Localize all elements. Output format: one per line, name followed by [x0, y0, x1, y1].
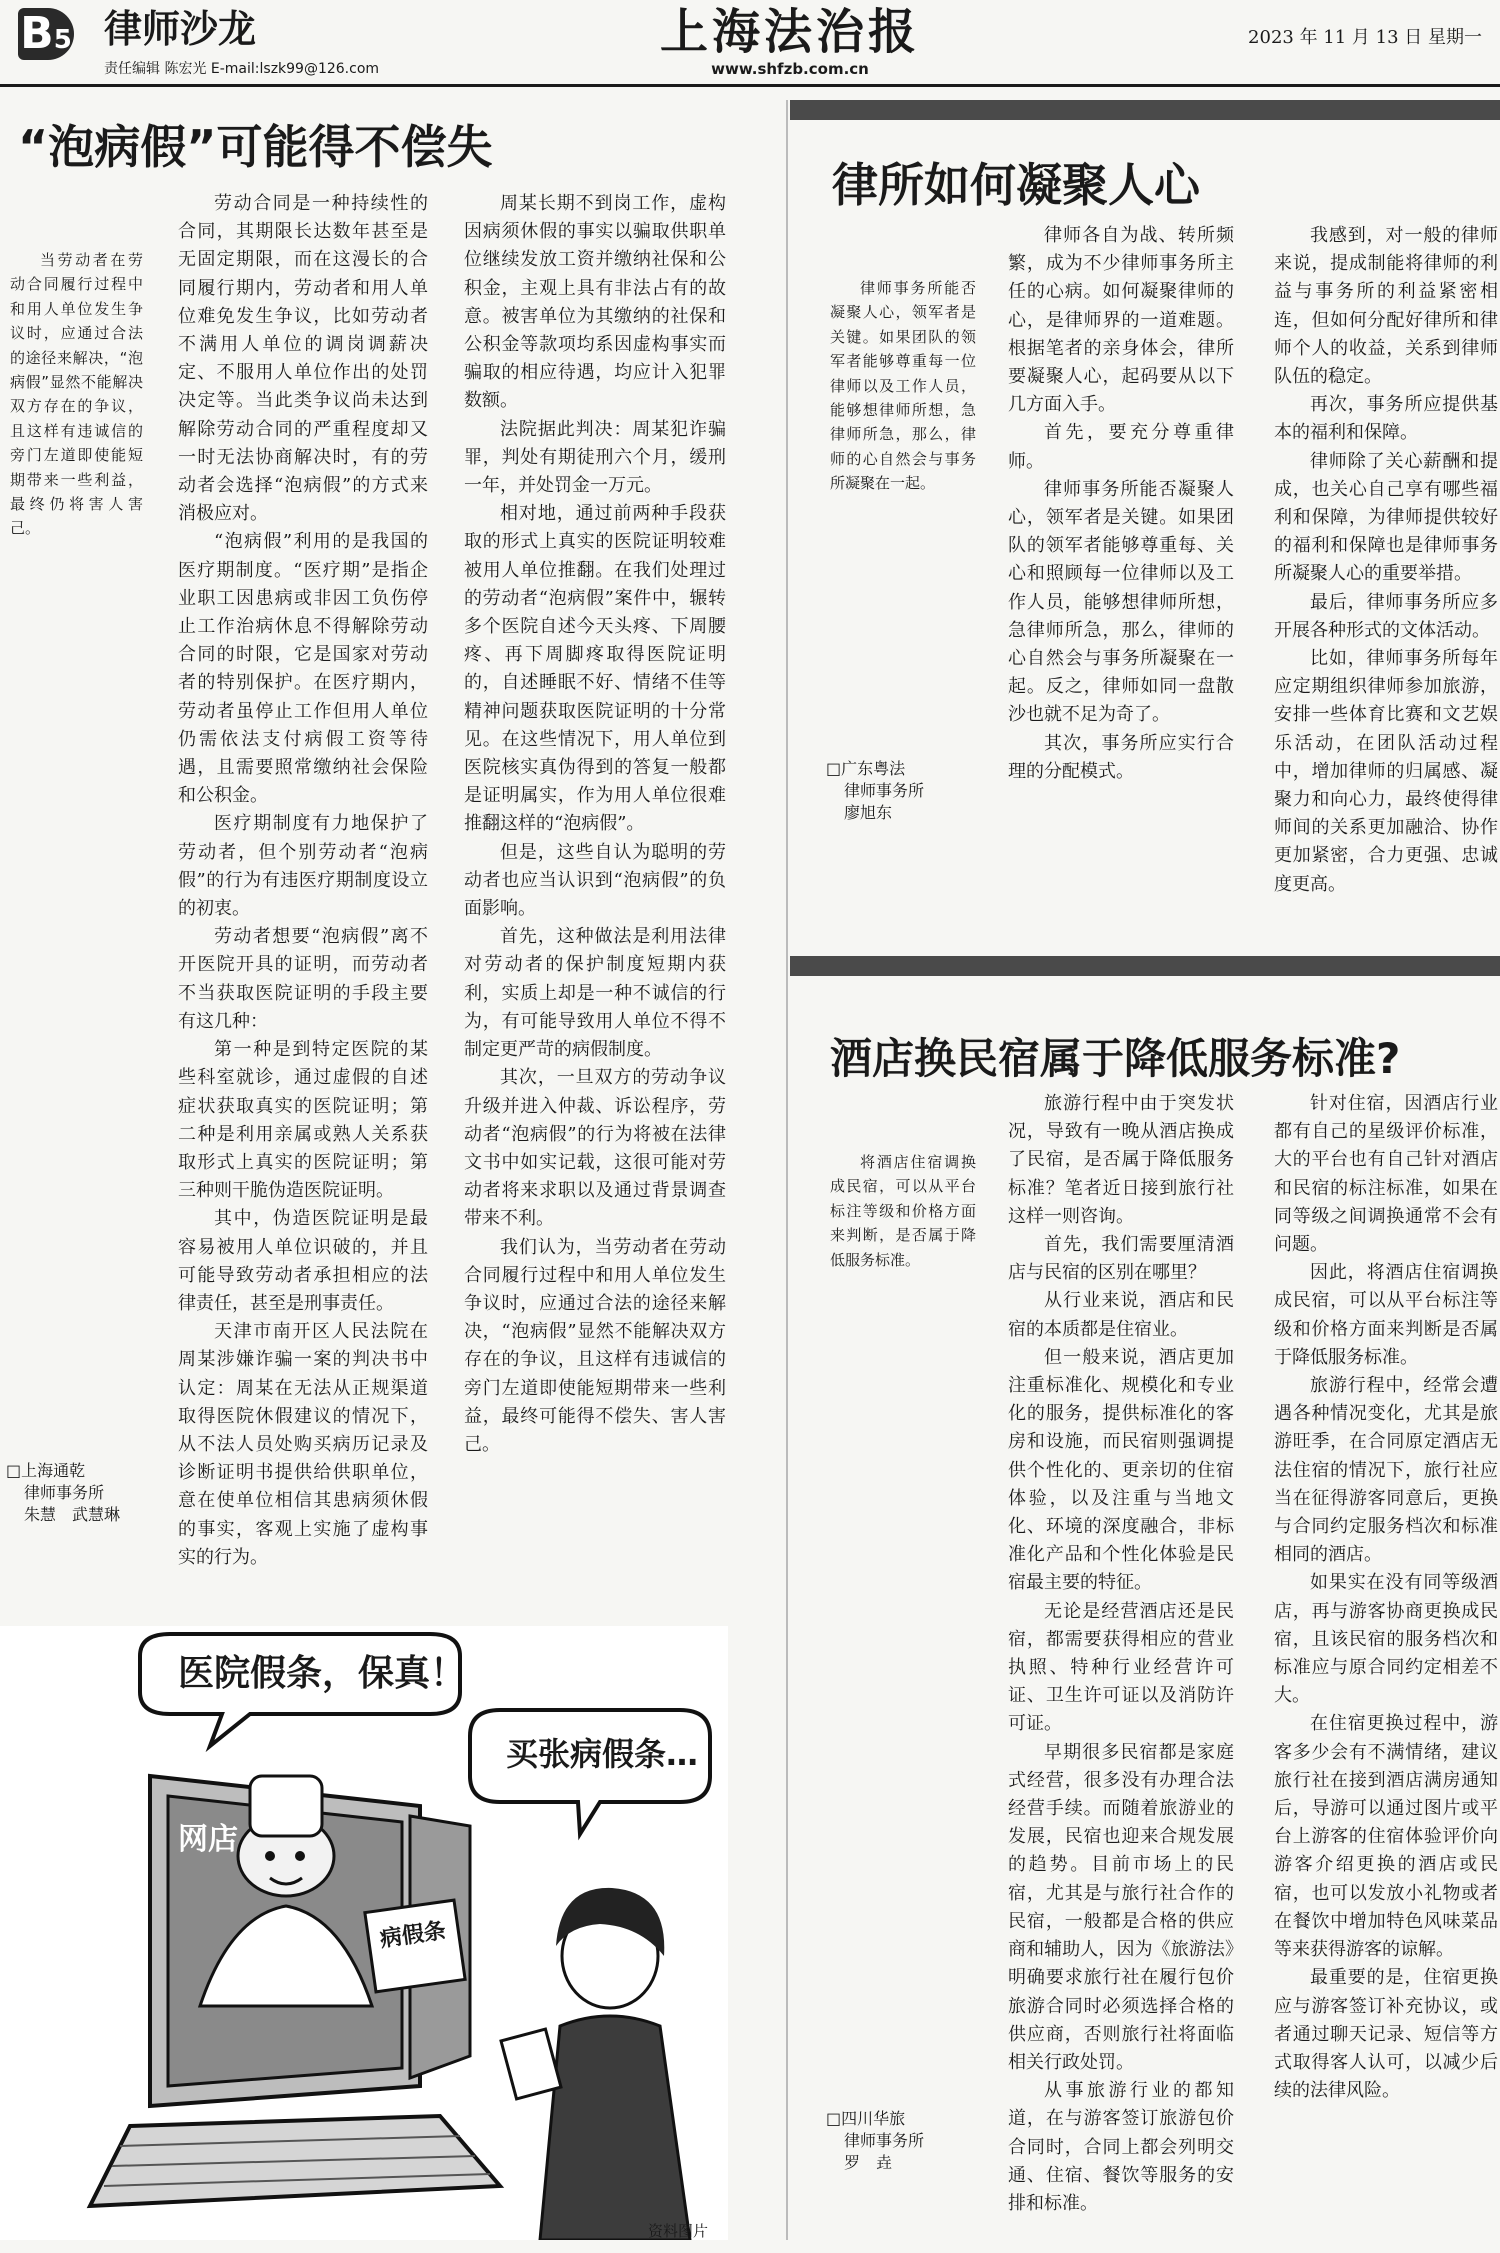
header-rule: [0, 84, 1500, 87]
page-header: [0, 0, 1500, 82]
article2-top-band: [790, 100, 1500, 120]
cartoon-caption: 资料图片: [648, 2222, 709, 2240]
article1-lead: 当劳动者在劳动合同履行过程中和用人单位发生争议时，应通过合法的途径来解决，“泡病假”显然不能解决双方存在的争议，且这样有违诚信的旁门左道即使能短期带来一些利益，最终仍将害人害己。: [10, 251, 143, 538]
cartoon-note-label: 病假条: [378, 1918, 448, 1953]
article2-column-2: 我感到，对一般的律师来说，提成制能将律师的利益与事务所的利益紧密相连，但如何分配好律所和律师个人的收益，关系到律师队伍的稳定。 再次，事务所应提供基本的福利和保障。 律师除了关心薪酬和提成，也关心自己享有哪些福利和保障，为律师提供较好的福利和保障也是律师事务所凝聚人心的重要举措。 最后，律师事务所应多开展各种形式的文体活动。 比如，律师事务所每年应定期组织律师参加旅游，安排一些体育比赛和文艺娱乐活动，在团队活动过程中，增加律师的归属感、凝聚力和向心力，最终使得律师间的关系更加融洽、协作更加紧密，合力更强、忠诚度更高。: [1274, 225, 1498, 895]
computer-doctor-cartoon-icon: [0, 1626, 728, 2240]
cartoon-illustration: [0, 1626, 728, 2240]
article3-top-band: [790, 956, 1500, 976]
article1-title: “泡病假”可能得不偿失: [18, 120, 493, 174]
issue-date: 2023 年 11 月 13 日 星期一: [1248, 27, 1482, 48]
website-url[interactable]: www.shfzb.com.cn: [711, 60, 869, 78]
section-title: 律师沙龙: [104, 7, 257, 51]
article1-column-2: 周某长期不到岗工作，虚构因病须休假的事实以骗取供职单位继续发放工资并缴纳社保和公积金，主观上具有非法占有的故意。被害单位为其缴纳的社保和公积金等款项均系因虚构事实而骗取的相应待遇，均应计入犯罪数额。 法院据此判决：周某犯诈骗罪，判处有期徒刑六个月，缓刑一年，并处罚金一万元。 相对地，通过前两种手段获取的形式上真实的医院证明较难被用人单位推翻。在我们处理过的劳动者“泡病假”案件中，辗转多个医院自述今天头疼、下周腰疼、再下周脚疼取得医院证明的，自述睡眠不好、情绪不佳等精神问题获取医院证明的十分常见。在这些情况下，用人单位到医院核实真伪得到的答复一般都是证明属实，作为用人单位很难推翻这样的“泡病假”。 但是，这些自认为聪明的劳动者也应当认识到“泡病假”的负面影响。 首先，这种做法是利用法律对劳动者的保护制度短期内获利，实质上却是一种不诚信的行为，有可能导致用人单位不得不制定更严苛的病假制度。 其次，一旦双方的劳动争议升级并进入仲裁、诉讼程序，劳动者“泡病假”的行为将被在法律文书中如实记载，这很可能对劳动者将来求职以及通过背景调查带来不利。 我们认为，当劳动者在劳动合同履行过程中和用人单位发生争议时，应通过合法的途径来解决，“泡病假”显然不能解决双方存在的争议，且这样有违诚信的旁门左道即使能短期带来一些利益，最终可能得不偿失、害人害己。: [464, 193, 726, 1455]
editor-line: 责任编辑 陈宏光 E-mail:lszk99@126.com: [104, 61, 380, 77]
article2-title: 律所如何凝聚人心: [832, 158, 1200, 212]
article3-lead: 将酒店住宿调换成民宿，可以从平台标注等级和价格方面来判断，是否属于降低服务标准。: [830, 1153, 976, 1269]
cartoon-bubble-1: 医院假条，保真！: [178, 1653, 467, 1694]
article3-column-2: 针对住宿，因酒店行业都有自己的星级评价标准，大的平台也有自己针对酒店和民宿的标注标准，如果在同等级之间调换通常不会有问题。 因此，将酒店住宿调换成民宿，可以从平台标注等级和价格方面来判断是否属于降低服务标准。 旅游行程中，经常会遭遇各种情况变化，尤其是旅游旺季，在合同原定酒店无法住宿的情况下，旅行社应当在征得游客同意后，更换与合同约定服务档次和标准相同的酒店。 如果实在没有同等级酒店，再与游客协商更换成民宿，且该民宿的服务档次和标准应与原合同约定相差不大。 在住宿更换过程中，游客多少会有不满情绪，建议旅行社在接到酒店满房通知后，导游可以通过图片或平台上游客的住宿体验评价向游客介绍更换的酒店或民宿，也可以发放小礼物或者在餐饮中增加特色风味菜品等来获得游客的谅解。 最重要的是，住宿更换应与游客签订补充协议，或者通过聊天记录、短信等方式取得客人认可，以减少后续的法律风险。: [1274, 1093, 1498, 2102]
article3-column-1: 旅游行程中由于突发状况，导致有一晚从酒店换成了民宿，是否属于降低服务标准？笔者近日接到旅行社这样一则咨询。 首先，我们需要厘清酒店与民宿的区别在哪里？ 从行业来说，酒店和民宿的本质都是住宿业。 但一般来说，酒店更加注重标准化、规模化和专业化的服务，提供标准化的客房和设施，而民宿则强调提供个性化的、更亲切的住宿体验，以及注重与当地文化、环境的深度融合，非标准化产品和个性化体验是民宿最主要的特征。 无论是经营酒店还是民宿，都需要获得相应的营业执照、特种行业经营许可证、卫生许可证以及消防许可证。 早期很多民宿都是家庭式经营，很多没有办理合法经营手续。而随着旅游业的发展，民宿也迎来合规发展的趋势。目前市场上的民宿，尤其是与旅行社合作的民宿，一般都是合格的供应商和辅助人，因为《旅游法》明确要求旅行社在履行包价旅游合同时必须选择合格的供应商，否则旅行社将面临相关行政处罚。 从事旅游行业的都知道，在与游客签订旅游包价合同时，合同上都会列明交通、住宿、餐饮等服务的安排和标准。: [1008, 1093, 1234, 2214]
article2-byline: □广东粤法 律师事务所 廖旭东: [826, 759, 925, 822]
article2-lead: 律师事务所能否凝聚人心，领军者是关键。如果团队的领军者能够尊重每一位律师以及工作人员，能够想律师所想，急律师所急，那么，律师的心自然会与事务所凝聚在一起。: [830, 279, 976, 493]
newspaper-masthead: 上海法治报: [659, 4, 920, 60]
article3-byline: □四川华旅 律师事务所 罗 垚: [826, 2109, 925, 2172]
article2-column-1: 律师各自为战、转所频繁，成为不少律师事务所主任的心病。如何凝聚律师的心，是律师界的一道难题。根据笔者的亲身体会，律所要凝聚人心，起码要从以下几方面入手。 首先，要充分尊重律师。 律师事务所能否凝聚人心，领军者是关键。如果团队的领军者能够尊重每、关心和照顾每一位律师以及工作人员，能够想律师所想，急律师所急，那么，律师的心自然会与事务所凝聚在一起。反之，律师如同一盘散沙也就不足为奇了。 其次，事务所应实行合理的分配模式。: [1008, 225, 1234, 782]
article3-title: 酒店换民宿属于降低服务标准?: [830, 1034, 1401, 1083]
column-divider: [786, 100, 788, 2240]
cartoon-bubble-2: 买张病假条…: [506, 1735, 699, 1773]
cartoon-screen-label: 网店: [178, 1822, 238, 1857]
article1-column-1: 劳动合同是一种持续性的合同，其期限长达数年甚至是无固定期限，而在这漫长的合同履行期内，劳动者和用人单位难免发生争议，比如劳动者不满用人单位的调岗调薪决定、不服用人单位作出的处罚决定等。当此类争议尚未达到解除劳动合同的严重程度却又一时无法协商解决时，有的劳动者会选择“泡病假”的方式来消极应对。 “泡病假”利用的是我国的医疗期制度。“医疗期”是指企业职工因患病或非因工负伤停止工作治病休息不得解除劳动合同的时限，它是国家对劳动者的特别保护。在医疗期内，劳动者虽停止工作但用人单位仍需依法支付病假工资等待遇，且需要照常缴纳社会保险和公积金。 医疗期制度有力地保护了劳动者，但个别劳动者“泡病假”的行为有违医疗期制度设立的初衷。 劳动者想要“泡病假”离不开医院开具的证明，而劳动者不当获取医院证明的手段主要有这几种： 第一种是到特定医院的某些科室就诊，通过虚假的自述症状获取真实的医院证明；第二种是利用亲属或熟人关系获取形式上真实的医院证明；第三种则干脆伪造医院证明。 其中，伪造医院证明是最容易被用人单位识破的，并且可能导致劳动者承担相应的法律责任，甚至是刑事责任。 天津市南开区人民法院在周某涉嫌诈骗一案的判决书中认定：周某在无法从正规渠道取得医院休假建议的情况下，从不法人员处购买病历记录及诊断证明书提供给供职单位，意在使单位相信其患病须休假的事实，客观上实施了虚构事实的行为。: [178, 193, 428, 1568]
page-number-badge: B5: [18, 8, 74, 60]
article1-byline: □上海通乾 律师事务所 朱慧 武慧琳: [6, 1461, 121, 1524]
